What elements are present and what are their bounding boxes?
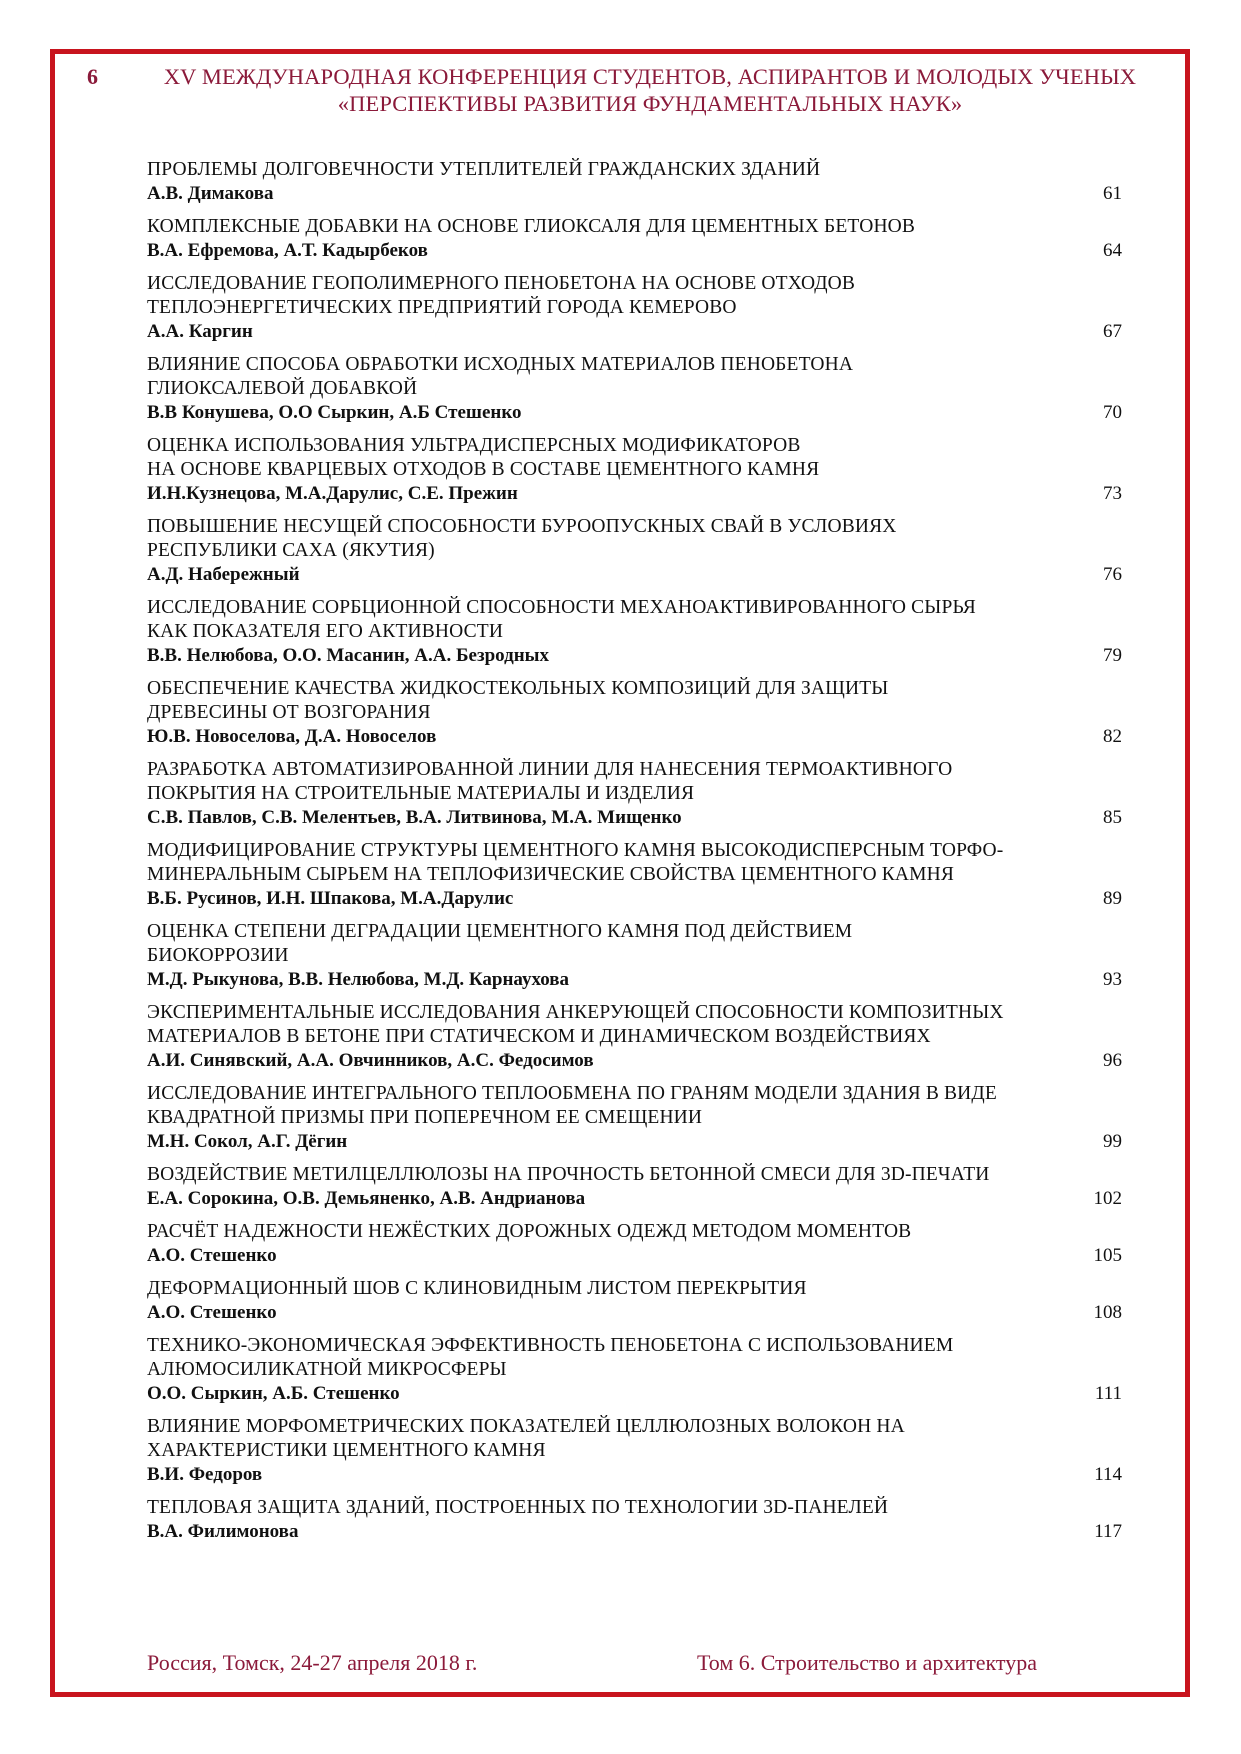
toc-entry: [147, 272, 1122, 344]
toc-entry-title: БИОКОРРОЗИИ: [147, 945, 289, 966]
toc-entry-authors: Ю.В. Новоселова, Д.А. Новоселов: [147, 726, 437, 747]
toc-entry-authors: М.Н. Сокол, А.Г. Дёгин: [147, 1131, 348, 1152]
toc-entry: [147, 839, 1122, 911]
toc-entry-page: 73: [1103, 483, 1122, 504]
toc-entry: [147, 1496, 1122, 1544]
toc-entry-title: МАТЕРИАЛОВ В БЕТОНЕ ПРИ СТАТИЧЕСКОМ И ДИНАМИЧЕСКОМ ВОЗДЕЙСТВИЯХ: [147, 1026, 931, 1047]
toc-entry-page: 67: [1103, 321, 1122, 342]
toc-entry-title: ВОЗДЕЙСТВИЕ МЕТИЛЦЕЛЛЮЛОЗЫ НА ПРОЧНОСТЬ БЕТОННОЙ СМЕСИ ДЛЯ 3D-ПЕЧАТИ: [147, 1164, 990, 1185]
toc-entry-page: 96: [1103, 1050, 1122, 1071]
toc-entry: [147, 1334, 1122, 1406]
toc-entry-authors: С.В. Павлов, С.В. Мелентьев, В.А. Литвинова, М.А. Мищенко: [147, 807, 682, 828]
toc-entry: [147, 1220, 1122, 1268]
toc-entry: [147, 1277, 1122, 1325]
toc-entry-title: ИССЛЕДОВАНИЕ ГЕОПОЛИМЕРНОГО ПЕНОБЕТОНА НА ОСНОВЕ ОТХОДОВ: [147, 273, 856, 294]
footer-volume: Том 6. Строительство и архитектура: [697, 1650, 1038, 1675]
toc-entry-title: ПОВЫШЕНИЕ НЕСУЩЕЙ СПОСОБНОСТИ БУРООПУСКНЫХ СВАЙ В УСЛОВИЯХ: [147, 516, 897, 537]
toc-entry: [147, 1415, 1122, 1487]
toc-entry-page: 93: [1103, 969, 1122, 990]
toc-entry-title: РЕСПУБЛИКИ САХА (ЯКУТИЯ): [147, 540, 435, 561]
toc-entry-page: 79: [1103, 645, 1122, 666]
toc-entry-title: ГЛИОКСАЛЕВОЙ ДОБАВКОЙ: [147, 378, 418, 399]
table-of-contents: [147, 158, 1122, 1544]
toc-entry-title: ДРЕВЕСИНЫ ОТ ВОЗГОРАНИЯ: [147, 702, 431, 723]
toc-entry-title: ТЕХНИКО-ЭКОНОМИЧЕСКАЯ ЭФФЕКТИВНОСТЬ ПЕНОБЕТОНА С ИСПОЛЬЗОВАНИЕМ: [147, 1335, 954, 1356]
toc-entry-title: ОЦЕНКА СТЕПЕНИ ДЕГРАДАЦИИ ЦЕМЕНТНОГО КАМНЯ ПОД ДЕЙСТВИЕМ: [147, 921, 853, 942]
conference-title: [140, 63, 1160, 117]
toc-entry-title: ОЦЕНКА ИСПОЛЬЗОВАНИЯ УЛЬТРАДИСПЕРСНЫХ МОДИФИКАТОРОВ: [147, 435, 801, 456]
toc-entry-page: 85: [1103, 807, 1122, 828]
toc-entry-authors: В.И. Федоров: [147, 1464, 263, 1485]
toc-entry-title: ПРОБЛЕМЫ ДОЛГОВЕЧНОСТИ УТЕПЛИТЕЛЕЙ ГРАЖДАНСКИХ ЗДАНИЙ: [147, 159, 821, 180]
toc-entry-title: КАК ПОКАЗАТЕЛЯ ЕГО АКТИВНОСТИ: [147, 621, 504, 642]
toc-entry-page: 70: [1103, 402, 1122, 423]
toc-entry-authors: В.В Конушева, О.О Сыркин, А.Б Стешенко: [147, 402, 522, 423]
toc-entry-authors: А.И. Синявский, А.А. Овчинников, А.С. Федосимов: [147, 1050, 594, 1071]
toc-entry-title: КОМПЛЕКСНЫЕ ДОБАВКИ НА ОСНОВЕ ГЛИОКСАЛЯ ДЛЯ ЦЕМЕНТНЫХ БЕТОНОВ: [147, 216, 916, 237]
page-number: 6: [87, 64, 98, 89]
toc-entry: [147, 515, 1122, 587]
toc-entry-authors: Е.А. Сорокина, О.В. Демьяненко, А.В. Андрианова: [147, 1188, 586, 1209]
toc-entry-title: ВЛИЯНИЕ МОРФОМЕТРИЧЕСКИХ ПОКАЗАТЕЛЕЙ ЦЕЛЛЮЛОЗНЫХ ВОЛОКОН НА: [147, 1416, 905, 1437]
toc-entry-title: РАЗРАБОТКА АВТОМАТИЗИРОВАННОЙ ЛИНИИ ДЛЯ НАНЕСЕНИЯ ТЕРМОАКТИВНОГО: [147, 759, 953, 780]
toc-entry-title: ПОКРЫТИЯ НА СТРОИТЕЛЬНЫЕ МАТЕРИАЛЫ И ИЗДЕЛИЯ: [147, 783, 695, 804]
toc-entry-authors: А.Д. Набережный: [147, 564, 300, 585]
toc-entry-authors: М.Д. Рыкунова, В.В. Нелюбова, М.Д. Карнаухова: [147, 969, 570, 990]
toc-entry: [147, 158, 1122, 206]
toc-entry-title: АЛЮМОСИЛИКАТНОЙ МИКРОСФЕРЫ: [147, 1359, 507, 1380]
toc-entry-authors: В.А. Ефремова, А.Т. Кадырбеков: [147, 240, 428, 261]
toc-entry: [147, 1163, 1122, 1211]
toc-entry-title: КВАДРАТНОЙ ПРИЗМЫ ПРИ ПОПЕРЕЧНОМ ЕЕ СМЕЩЕНИИ: [147, 1107, 703, 1128]
toc-entry-page: 111: [1094, 1383, 1122, 1404]
footer-location-date: Россия, Томск, 24-27 апреля 2018 г.: [147, 1650, 478, 1675]
toc-entry-title: ЭКСПЕРИМЕНТАЛЬНЫЕ ИССЛЕДОВАНИЯ АНКЕРУЮЩЕЙ СПОСОБНОСТИ КОМПОЗИТНЫХ: [147, 1002, 1004, 1023]
toc-entry-page: 89: [1103, 888, 1122, 909]
toc-entry: [147, 434, 1122, 506]
toc-entry-title: ХАРАКТЕРИСТИКИ ЦЕМЕНТНОГО КАМНЯ: [147, 1440, 546, 1461]
toc-entry-page: 117: [1094, 1521, 1122, 1542]
toc-entry-authors: В.Б. Русинов, И.Н. Шпакова, М.А.Дарулис: [147, 888, 514, 909]
toc-entry-authors: В.А. Филимонова: [147, 1521, 299, 1542]
toc-entry-title: ВЛИЯНИЕ СПОСОБА ОБРАБОТКИ ИСХОДНЫХ МАТЕРИАЛОВ ПЕНОБЕТОНА: [147, 354, 854, 375]
toc-entry-title: ОБЕСПЕЧЕНИЕ КАЧЕСТВА ЖИДКОСТЕКОЛЬНЫХ КОМПОЗИЦИЙ ДЛЯ ЗАЩИТЫ: [147, 678, 889, 699]
toc-entry: [147, 677, 1122, 749]
toc-entry-page: 61: [1103, 183, 1122, 204]
toc-entry-title: МИНЕРАЛЬНЫМ СЫРЬЕМ НА ТЕПЛОФИЗИЧЕСКИЕ СВОЙСТВА ЦЕМЕНТНОГО КАМНЯ: [147, 864, 954, 885]
toc-entry-title: ТЕПЛОВАЯ ЗАЩИТА ЗДАНИЙ, ПОСТРОЕННЫХ ПО ТЕХНОЛОГИИ 3D-ПАНЕЛЕЙ: [147, 1497, 889, 1518]
toc-entry-authors: О.О. Сыркин, А.Б. Стешенко: [147, 1383, 400, 1404]
toc-entry-authors: А.О. Стешенко: [147, 1302, 277, 1323]
toc-entry-authors: В.В. Нелюбова, О.О. Масанин, А.А. Безродных: [147, 645, 550, 666]
toc-entry-page: 108: [1093, 1302, 1122, 1323]
toc-entry: [147, 215, 1122, 263]
conference-title-line1: XV МЕЖДУНАРОДНАЯ КОНФЕРЕНЦИЯ СТУДЕНТОВ, АСПИРАНТОВ И МОЛОДЫХ УЧЕНЫХ: [163, 64, 1137, 89]
toc-entry-page: 105: [1093, 1245, 1122, 1266]
toc-entry-page: 114: [1094, 1464, 1122, 1485]
toc-entry-authors: И.Н.Кузнецова, М.А.Дарулис, С.Е. Прежин: [147, 483, 518, 504]
toc-entry: [147, 353, 1122, 425]
toc-entry-page: 82: [1103, 726, 1122, 747]
toc-entry-title: РАСЧЁТ НАДЕЖНОСТИ НЕЖЁСТКИХ ДОРОЖНЫХ ОДЕЖД МЕТОДОМ МОМЕНТОВ: [147, 1221, 912, 1242]
toc-entry-page: 64: [1103, 240, 1122, 261]
toc-entry-title: МОДИФИЦИРОВАНИЕ СТРУКТУРЫ ЦЕМЕНТНОГО КАМНЯ ВЫСОКОДИСПЕРСНЫМ ТОРФО-: [147, 840, 1004, 861]
toc-entry: [147, 596, 1122, 668]
toc-entry-title: ДЕФОРМАЦИОННЫЙ ШОВ С КЛИНОВИДНЫМ ЛИСТОМ ПЕРЕКРЫТИЯ: [147, 1278, 807, 1299]
toc-entry-title: ТЕПЛОЭНЕРГЕТИЧЕСКИХ ПРЕДПРИЯТИЙ ГОРОДА КЕМЕРОВО: [147, 297, 737, 318]
toc-entry-title: ИССЛЕДОВАНИЕ СОРБЦИОННОЙ СПОСОБНОСТИ МЕХАНОАКТИВИРОВАННОГО СЫРЬЯ: [147, 597, 976, 618]
toc-entry-authors: А.О. Стешенко: [147, 1245, 277, 1266]
toc-entry-authors: А.В. Димакова: [147, 183, 274, 204]
toc-entry: [147, 1001, 1122, 1073]
toc-entry: [147, 758, 1122, 830]
toc-entry: [147, 1082, 1122, 1154]
toc-entry-title: НА ОСНОВЕ КВАРЦЕВЫХ ОТХОДОВ В СОСТАВЕ ЦЕМЕНТНОГО КАМНЯ: [147, 459, 820, 480]
toc-entry-page: 76: [1103, 564, 1122, 585]
conference-title-line2: «ПЕРСПЕКТИВЫ РАЗВИТИЯ ФУНДАМЕНТАЛЬНЫХ НАУК»: [337, 91, 963, 116]
toc-entry-page: 102: [1093, 1188, 1122, 1209]
toc-entry-page: 99: [1103, 1131, 1122, 1152]
toc-entry-title: ИССЛЕДОВАНИЕ ИНТЕГРАЛЬНОГО ТЕПЛООБМЕНА ПО ГРАНЯМ МОДЕЛИ ЗДАНИЯ В ВИДЕ: [147, 1083, 997, 1104]
toc-entry: [147, 920, 1122, 992]
toc-entry-authors: А.А. Каргин: [147, 321, 253, 342]
